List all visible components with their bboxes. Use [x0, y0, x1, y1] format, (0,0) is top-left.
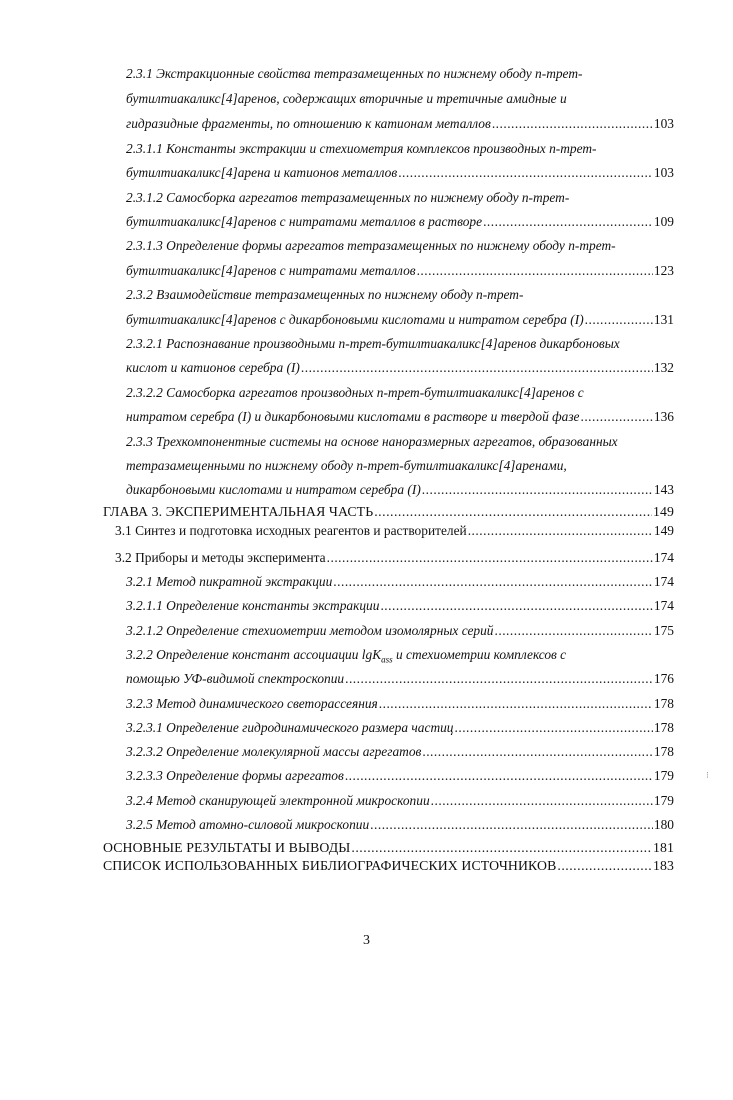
toc-entry-3-2: 3.2 Приборы и методы эксперимента ..... 174 — [115, 546, 674, 570]
toc-leader-dots — [422, 478, 653, 502]
toc-leader-dots — [301, 356, 653, 380]
toc-leader-dots — [483, 210, 653, 234]
toc-page-number: 183 — [653, 858, 674, 873]
toc-leader-dots — [580, 405, 652, 429]
toc-entry-3-2-1-1: 3.2.1.1 Определение константы экстракции ..... 174 — [126, 594, 674, 618]
toc-leader-dots — [455, 716, 653, 740]
toc-leader-dots — [398, 161, 653, 185]
toc-entry-3-2-3-3: 3.2.3.3 Определение формы агрегатов ..... 179 — [126, 764, 674, 788]
toc-leader-dots — [422, 740, 653, 764]
toc-entry-2-3-2-2-line1: 2.3.2.2 Самосборка агрегатов производных n-трет-бутилтиакаликс[4]аренов с — [126, 385, 584, 400]
toc-entry-2-3-1-2-line1: 2.3.1.2 Самосборка агрегатов тетразамещенных по нижнему ободу n-трет- — [126, 190, 570, 205]
toc-entry-3-2-3-2: 3.2.3.2 Определение молекулярной массы агрегатов ..... 178 — [126, 740, 674, 764]
toc-page-number: 174 — [653, 574, 674, 589]
toc-entry-3-2-5: 3.2.5 Метод атомно-силовой микроскопии ..... 180 — [126, 813, 674, 837]
toc-page-number: 179 — [653, 793, 674, 808]
toc-page-number: 178 — [653, 744, 674, 759]
toc-page-number: 178 — [653, 696, 674, 711]
toc-page-number: 181 — [653, 840, 674, 855]
toc-entry-2-3-2-1-line1: 2.3.2.1 Распознавание производными n-трет-бутилтиакаликс[4]аренов дикарбоновых — [126, 336, 620, 351]
toc-entry-2-3-3-line2: тетразамещенными по нижнему ободу n-трет-бутилтиакаликс[4]аренами, — [126, 458, 567, 473]
toc-leader-dots — [380, 594, 652, 618]
toc-entry-2-3-2-line2: бутилтиакаликс[4]аренов с дикарбоновыми кислотами и нитратом серебра (I) ..... 131 — [126, 308, 674, 332]
toc-entry-3-2-1: 3.2.1 Метод пикратной экстракции ..... 174 — [126, 570, 674, 594]
toc-entry-3-2-1-2: 3.2.1.2 Определение стехиометрии методом изомолярных серий ..... 175 — [126, 619, 674, 643]
toc-page-number: 175 — [653, 623, 674, 638]
toc-leader-dots — [492, 112, 653, 136]
toc-entry-2-3-1-2-line2: бутилтиакаликс[4]аренов с нитратами металлов в растворе ..... 109 — [126, 210, 674, 234]
toc-leader-dots — [345, 764, 653, 788]
toc-page-number: 179 — [653, 768, 674, 783]
toc-page-number: 149 — [653, 504, 674, 519]
toc-leader-dots — [370, 813, 653, 837]
toc-page-number: 149 — [653, 523, 674, 538]
toc-entry-2-3-1-line3: гидразидные фрагменты, по отношению к катионам металлов ..... 103 — [126, 112, 674, 136]
toc-leader-dots — [327, 546, 653, 570]
toc-leader-dots — [557, 856, 652, 876]
toc-leader-dots — [379, 692, 653, 716]
toc-page-number: 176 — [653, 671, 674, 686]
toc-entry-2-3-1-1-line2: бутилтиакаликс[4]арена и катионов металлов ..... 103 — [126, 161, 674, 185]
toc-entry-2-3-1-line2: бутилтиакаликс[4]аренов, содержащих вторичные и третичные амидные и — [126, 91, 567, 106]
toc-leader-dots — [468, 519, 653, 543]
toc-entry-2-3-3-line1: 2.3.3 Трехкомпонентные системы на основе наноразмерных агрегатов, образованных — [126, 434, 618, 449]
toc-entry-3-2-2-line1: 3.2.2 Определение констант ассоциации lgK$_{ass}$ и стехиометрии комплексов с — [126, 647, 567, 665]
toc-chapter-3: ГЛАВА 3. ЭКСПЕРИМЕНТАЛЬНАЯ ЧАСТЬ ..... 149 — [103, 502, 674, 522]
toc-leader-dots — [345, 667, 653, 691]
toc-entry-2-3-1-line1: 2.3.1 Экстракционные свойства тетразамещенных по нижнему ободу n-трет- — [126, 66, 583, 81]
toc-leader-dots — [585, 308, 653, 332]
toc-entry-2-3-1-1-line1: 2.3.1.1 Константы экстракции и стехиометрия комплексов производных n-трет- — [126, 141, 597, 156]
toc-entry-2-3-1-3-line1: 2.3.1.3 Определение формы агрегатов тетразамещенных по нижнему ободу n-трет- — [126, 238, 616, 253]
toc-page-number: 136 — [653, 409, 674, 424]
toc-entry-2-3-1-3-line2: бутилтиакаликс[4]аренов с нитратами металлов ..... 123 — [126, 259, 674, 283]
toc-entry-3-2-3-1: 3.2.3.1 Определение гидродинамического размера частиц ..... 178 — [126, 716, 674, 740]
toc-page-number: 109 — [653, 214, 674, 229]
toc-page-number: 123 — [653, 263, 674, 278]
toc-leader-dots — [351, 838, 652, 858]
toc-entry-3-2-4: 3.2.4 Метод сканирующей электронной микроскопии ..... 179 — [126, 789, 674, 813]
toc-page-number: 143 — [653, 482, 674, 497]
toc-entry-2-3-3-line3: дикарбоновыми кислотами и нитратом серебра (I) ..... 143 — [126, 478, 674, 502]
toc-page-number: 103 — [653, 165, 674, 180]
toc-leader-dots — [431, 789, 653, 813]
toc-page-number: 174 — [653, 598, 674, 613]
page-number: 3 — [363, 933, 370, 948]
toc-main-results: ОСНОВНЫЕ РЕЗУЛЬТАТЫ И ВЫВОДЫ ..... 181 — [103, 838, 674, 858]
toc-bibliography: СПИСОК ИСПОЛЬЗОВАННЫХ БИБЛИОГРАФИЧЕСКИХ ИСТОЧНИКОВ ..... 183 — [103, 856, 674, 876]
toc-entry-3-2-2-line2: помощью УФ-видимой спектроскопии ..... 176 — [126, 667, 674, 691]
toc-leader-dots — [333, 570, 653, 594]
toc-entry-3-1: 3.1 Синтез и подготовка исходных реагентов и растворителей ..... 149 — [115, 519, 674, 543]
toc-entry-2-3-2-1-line2: кислот и катионов серебра (I) ..... 132 — [126, 356, 674, 380]
toc-page-number: 178 — [653, 720, 674, 735]
toc-page-number: 103 — [653, 116, 674, 131]
toc-page-number: 174 — [653, 550, 674, 565]
toc-page-number: 132 — [653, 360, 674, 375]
toc-entry-2-3-2-2-line2: нитратом серебра (I) и дикарбоновыми кислотами в растворе и твердой фазе ..... 136 — [126, 405, 674, 429]
toc-page-number: 180 — [653, 817, 674, 832]
toc-entry-3-2-3: 3.2.3 Метод динамического светорассеяния ..... 178 — [126, 692, 674, 716]
margin-mark: ⁝ — [706, 770, 709, 780]
toc-entry-2-3-2-line1: 2.3.2 Взаимодействие тетразамещенных по нижнему ободу n-трет- — [126, 287, 524, 302]
toc-leader-dots — [495, 619, 653, 643]
toc-page-number: 131 — [653, 312, 674, 327]
toc-leader-dots — [417, 259, 653, 283]
